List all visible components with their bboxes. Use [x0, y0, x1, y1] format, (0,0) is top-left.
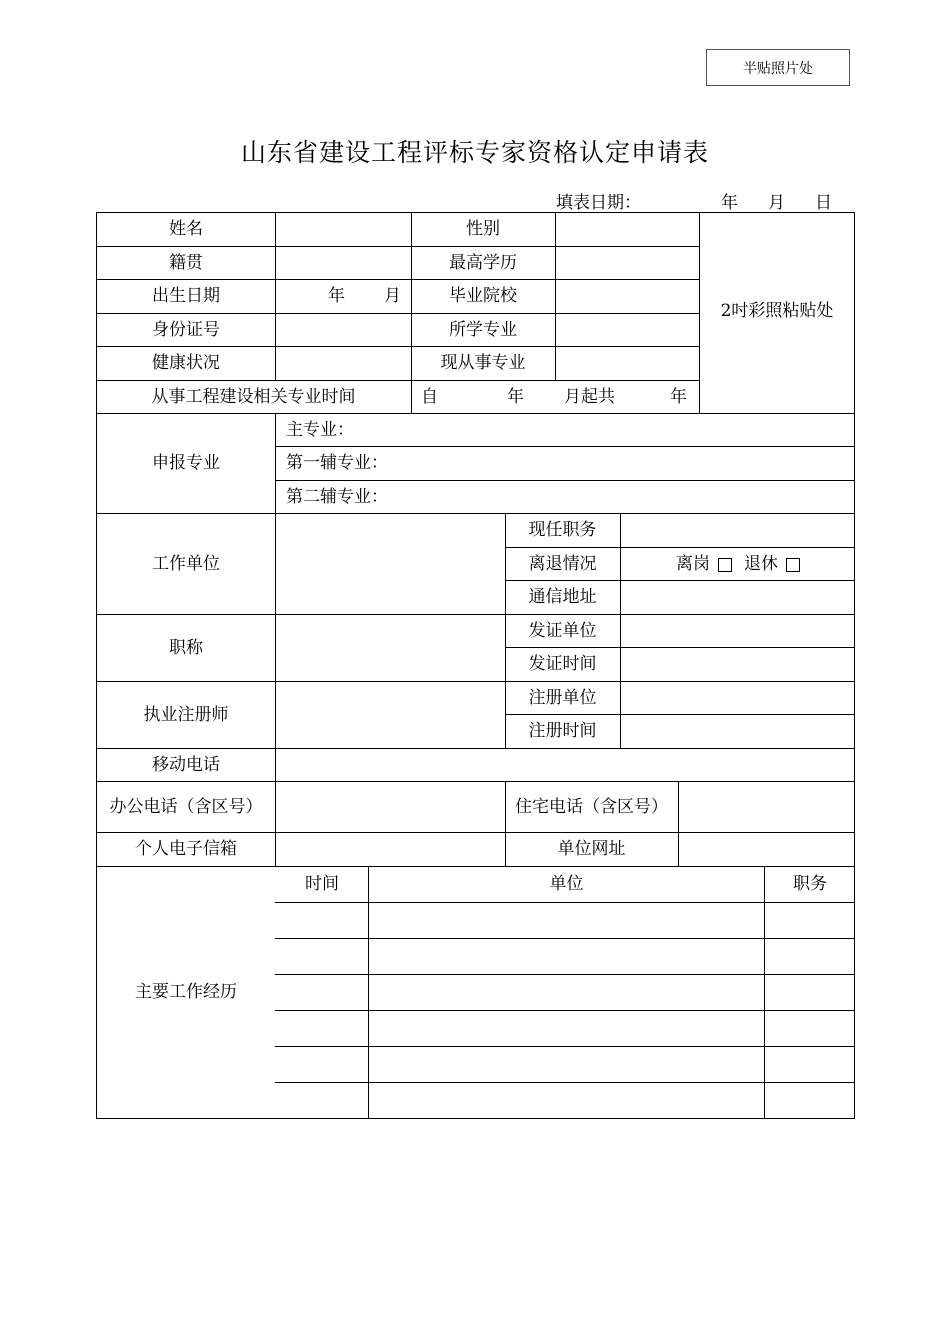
- address-field[interactable]: [621, 580, 855, 614]
- history-row[interactable]: [276, 902, 855, 938]
- primary-specialty-field[interactable]: 主专业：: [286, 419, 354, 440]
- history-row[interactable]: [276, 938, 855, 974]
- history-col-time: 时间: [305, 874, 339, 894]
- label-issuer: 发证单位: [528, 620, 597, 641]
- education-field[interactable]: [556, 246, 699, 279]
- label-mobile: 移动电话: [152, 754, 220, 775]
- label-id-number: 身份证号: [152, 319, 220, 340]
- label-specialty: 申报专业: [152, 453, 220, 473]
- time-year-label: 年: [507, 386, 524, 407]
- history-row[interactable]: [276, 1082, 855, 1118]
- birth-month-label: 月: [384, 286, 401, 306]
- label-registered: 执业注册师: [143, 704, 229, 725]
- label-home-phone: 住宅电话（含区号）: [515, 796, 668, 817]
- label-work-history: 主要工作经历: [135, 982, 237, 1002]
- on-leave-checkbox[interactable]: [718, 558, 732, 572]
- label-registration-time: 注册时间: [528, 721, 597, 741]
- label-gender: 性别: [466, 219, 500, 239]
- label-current-major: 现从事专业: [440, 353, 526, 373]
- birth-date-field[interactable]: [276, 279, 411, 313]
- label-address: 通信地址: [528, 587, 597, 607]
- time-month-start-label: 月起共: [564, 386, 615, 407]
- birth-year-label: 年: [328, 286, 345, 306]
- native-place-field[interactable]: [276, 246, 411, 279]
- label-email: 个人电子信箱: [135, 839, 237, 859]
- gender-field[interactable]: [556, 212, 699, 246]
- retired-checkbox[interactable]: [786, 558, 800, 572]
- time-total-year-label: 年: [670, 386, 687, 407]
- label-position: 现任职务: [528, 520, 597, 540]
- retire-status-field: [621, 547, 855, 580]
- page-title: 山东省建设工程评标专家资格认定申请表: [240, 138, 709, 167]
- label-registration-unit: 注册单位: [528, 687, 597, 708]
- label-education: 最高学历: [449, 252, 517, 273]
- label-professional-title: 职称: [169, 637, 203, 658]
- photo-2inch-placeholder: 2吋彩照粘贴处: [720, 301, 834, 321]
- work-unit-field[interactable]: [276, 513, 505, 614]
- registered-field[interactable]: [276, 681, 505, 748]
- label-major: 所学专业: [449, 319, 517, 340]
- label-retire-status: 离退情况: [528, 553, 597, 574]
- label-work-unit: 工作单位: [152, 553, 220, 574]
- history-col-position: 职务: [793, 874, 827, 894]
- label-birth-date: 出生日期: [152, 286, 220, 306]
- major-field[interactable]: [556, 313, 699, 346]
- history-col-unit: 单位: [549, 874, 584, 894]
- fill-date-month: 月: [768, 193, 785, 213]
- registration-unit-field[interactable]: [621, 681, 855, 714]
- position-field[interactable]: [621, 513, 855, 547]
- health-field[interactable]: [276, 346, 411, 380]
- issuer-field[interactable]: [621, 614, 855, 647]
- label-issue-time: 发证时间: [528, 654, 597, 674]
- engineering-time-field[interactable]: [411, 380, 699, 413]
- on-leave-label: 离岗: [676, 553, 710, 574]
- issue-time-field[interactable]: [621, 647, 855, 681]
- registration-time-field[interactable]: [621, 714, 855, 748]
- label-name: 姓名: [169, 219, 203, 239]
- current-major-field[interactable]: [556, 346, 699, 380]
- retired-label: 退休: [744, 553, 778, 574]
- time-from-label: 自: [421, 386, 438, 407]
- website-field[interactable]: [679, 832, 855, 866]
- history-row[interactable]: [276, 1046, 855, 1082]
- label-health: 健康状况: [152, 353, 220, 373]
- aux1-specialty-field[interactable]: 第一辅专业：: [286, 453, 388, 473]
- history-row[interactable]: [276, 1010, 855, 1046]
- half-photo-placeholder: 半贴照片处: [706, 49, 850, 86]
- mobile-field[interactable]: [276, 748, 855, 781]
- history-row[interactable]: [276, 974, 855, 1010]
- label-native-place: 籍贯: [169, 252, 203, 273]
- fill-date-day: 日: [815, 193, 832, 213]
- professional-title-field[interactable]: [276, 614, 505, 681]
- fill-date-label: 填表日期：: [556, 193, 641, 213]
- label-website: 单位网址: [557, 839, 626, 859]
- label-office-phone: 办公电话（含区号）: [109, 796, 263, 817]
- name-field[interactable]: [276, 212, 411, 246]
- id-number-field[interactable]: [276, 313, 411, 346]
- office-phone-field[interactable]: [276, 781, 505, 832]
- label-school: 毕业院校: [449, 286, 517, 306]
- aux2-specialty-field[interactable]: 第二辅专业：: [286, 486, 388, 507]
- email-field[interactable]: [276, 832, 505, 866]
- school-field[interactable]: [556, 279, 699, 313]
- fill-date-year: 年: [721, 193, 738, 213]
- label-engineering-time: 从事工程建设相关专业时间: [151, 386, 356, 407]
- home-phone-field[interactable]: [679, 781, 855, 832]
